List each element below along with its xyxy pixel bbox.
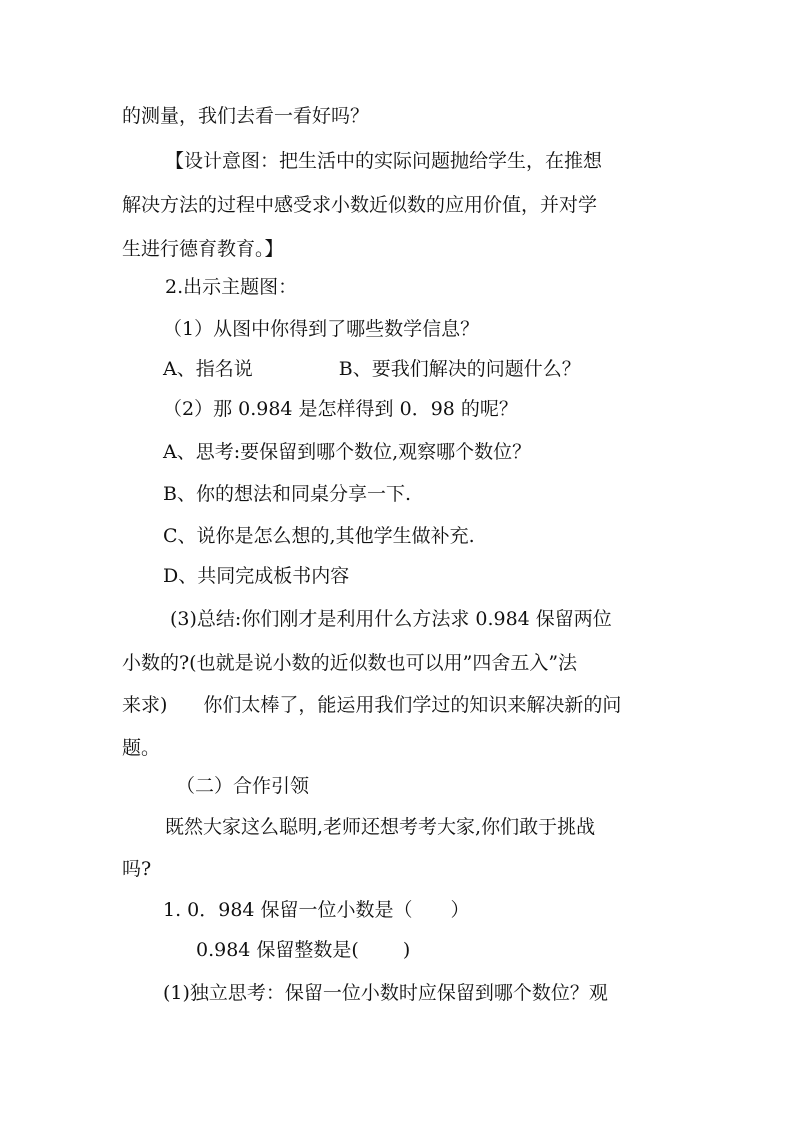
option-a: A、指名说 [163, 358, 253, 380]
list-heading: 2.出示主题图： [165, 276, 298, 298]
list-item: B、你的想法和同桌分享一下. [163, 483, 412, 505]
list-item: D、共同完成板书内容 [163, 565, 350, 587]
text-line: (3)总结:你们刚才是利用什么方法求 0.984 保留两位 [170, 608, 612, 630]
option-b: B、要我们解决的问题什么？ [338, 358, 581, 380]
question-line: 1. 0．984 保留一位小数是（ ） [163, 899, 470, 921]
list-item: C、说你是怎么想的,其他学生做补充. [163, 525, 475, 547]
text-line: 【设计意图：把生活中的实际问题抛给学生，在推想 [165, 150, 603, 172]
text-line: 解决方法的过程中感受求小数近似数的应用价值，并对学 [122, 194, 598, 216]
text-line: (1)独立思考：保留一位小数时应保留到哪个数位？观 [163, 982, 608, 1004]
question-line: 0.984 保留整数是( ) [196, 939, 411, 961]
text-line: 的测量，我们去看一看好吗？ [122, 105, 370, 127]
list-item: （1）从图中你得到了哪些数学信息？ [163, 318, 480, 340]
text-line: 既然大家这么聪明,老师还想考考大家,你们敢于挑战 [165, 816, 596, 838]
text-line: 小数的?(也就是说小数的近似数也可以用”四舍五入”法 [122, 652, 578, 674]
list-item [163, 357, 581, 381]
list-item: A、思考:要保留到哪个数位,观察哪个数位？ [163, 441, 532, 463]
text-line: 生进行德育教育。】 [122, 238, 284, 260]
text-line: 来求) 你们太棒了，能运用我们学过的知识来解决新的问 [122, 694, 622, 716]
list-item: （2）那 0.984 是怎样得到 0．98 的呢？ [163, 398, 518, 420]
text-line: 吗? [122, 858, 152, 880]
text-line: 题。 [122, 737, 161, 759]
section-heading: （二）合作引领 [176, 775, 310, 797]
